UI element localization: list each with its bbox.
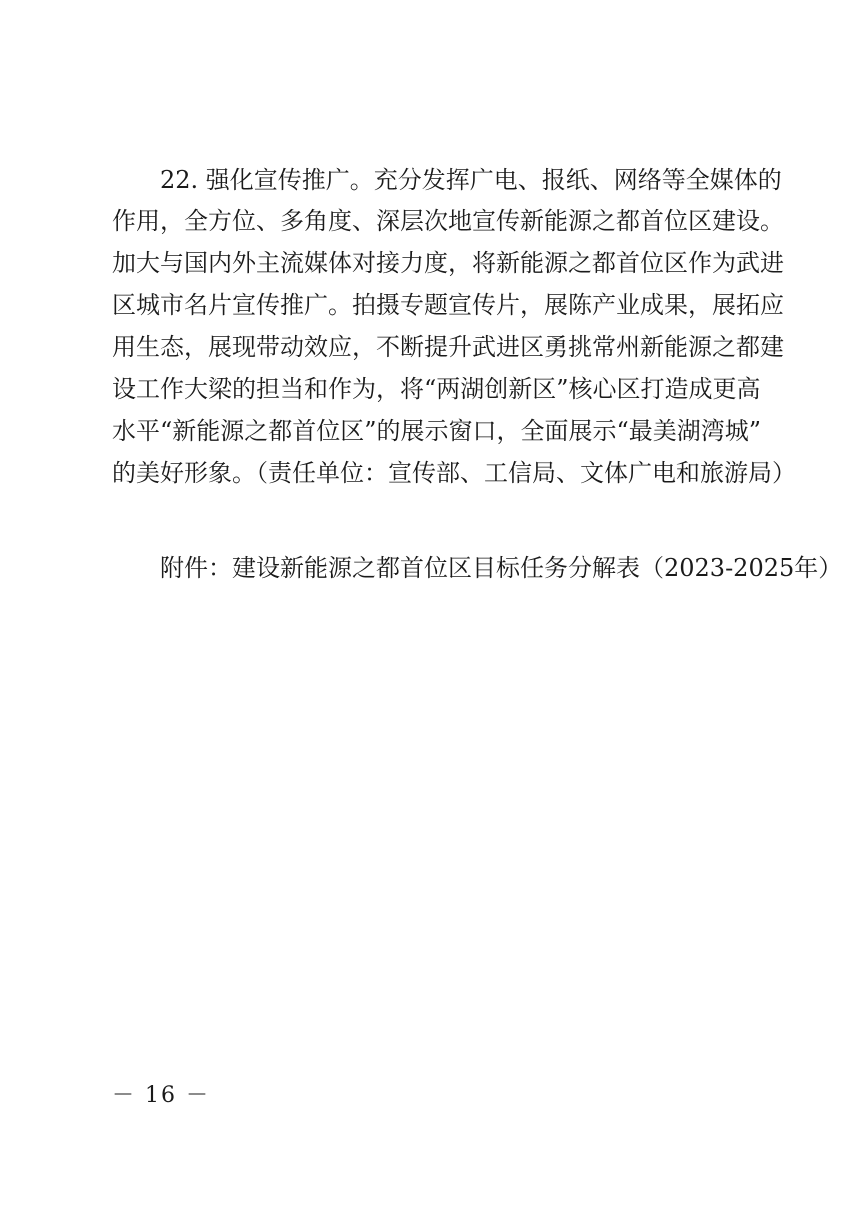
page-number: － 16 － [112, 1083, 210, 1108]
paragraph-line-6: 设工作大梁的担当和作为，将“两湖创新区”核心区打造成更高 [112, 375, 761, 403]
paragraph-line-3: 加大与国内外主流媒体对接力度，将新能源之都首位区作为武进 [112, 249, 784, 277]
paragraph-line-1: 22. 强化宣传推广。充分发挥广电、报纸、网络等全媒体的 [160, 166, 782, 194]
paragraph-line-8: 的美好形象。（责任单位：宣传部、工信局、文体广电和旅游局） [112, 459, 796, 487]
paragraph-line-5: 用生态，展现带动效应，不断提升武进区勇挑常州新能源之都建 [112, 333, 784, 361]
attachment-note: 附件：建设新能源之都首位区目标任务分解表（2023-2025年） [160, 554, 843, 582]
paragraph-line-2: 作用，全方位、多角度、深层次地宣传新能源之都首位区建设。 [112, 207, 784, 235]
paragraph-line-4: 区城市名片宣传推广。拍摄专题宣传片，展陈产业成果，展拓应 [112, 291, 784, 319]
paragraph-line-7: 水平“新能源之都首位区”的展示窗口，全面展示“最美湖湾城” [112, 417, 762, 445]
